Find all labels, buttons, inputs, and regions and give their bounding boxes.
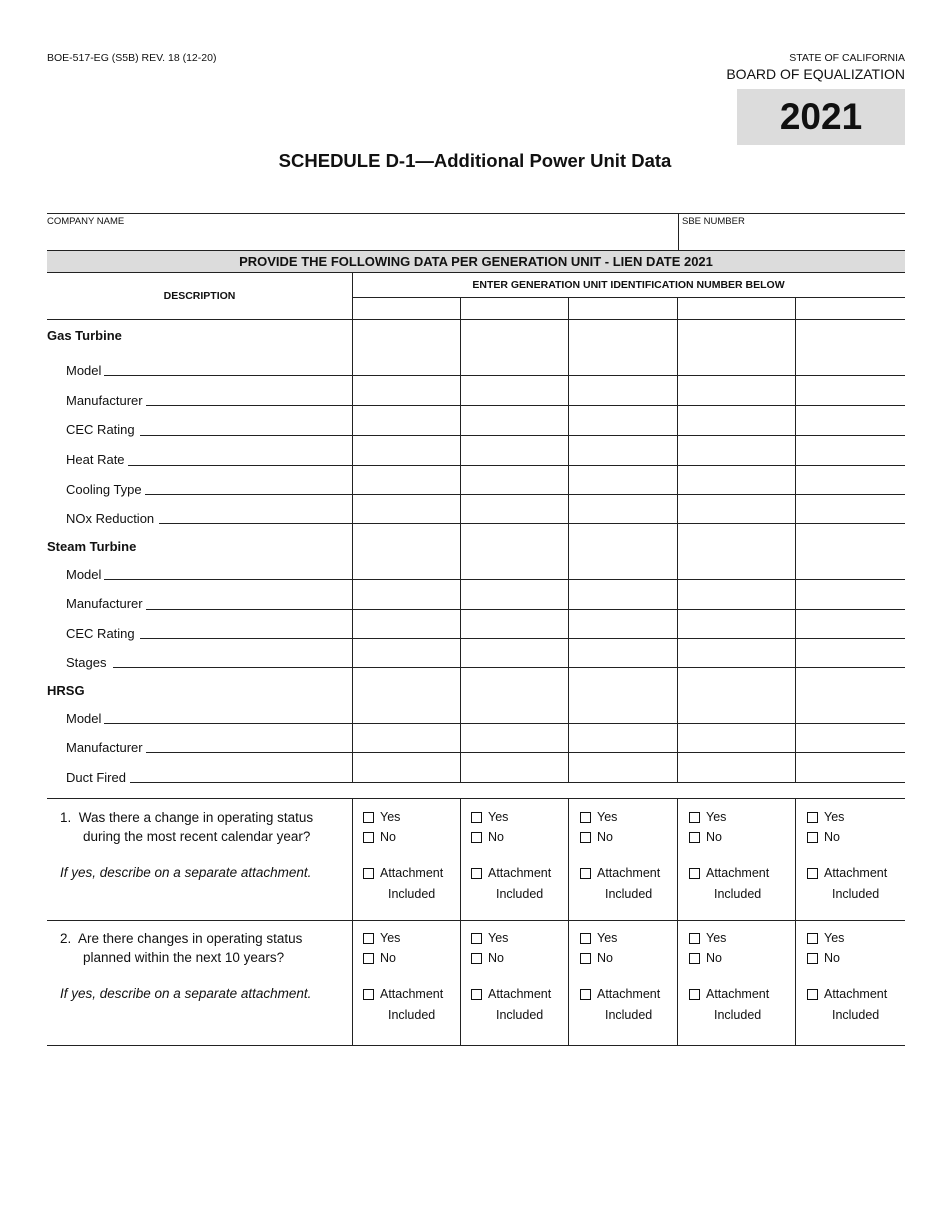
enter-unit-header: ENTER GENERATION UNIT IDENTIFICATION NUMBER BELOW xyxy=(472,279,785,291)
description-header: DESCRIPTION xyxy=(163,290,236,302)
st-manufacturer-line xyxy=(146,609,905,610)
gt-nox-label: NOx Reduction xyxy=(66,511,155,526)
attachment-label: Attachment xyxy=(824,987,888,1001)
q2-unit4-no-checkbox-label: No xyxy=(706,951,722,965)
state-label: STATE OF CALIFORNIA xyxy=(789,52,905,64)
checkbox-icon[interactable] xyxy=(807,832,818,843)
checkbox-icon[interactable] xyxy=(471,989,482,1000)
q1-unit1-no-checkbox-label: No xyxy=(380,830,396,844)
q1-unit1-no-checkbox[interactable] xyxy=(363,830,396,845)
q-col-line-5 xyxy=(795,798,796,1045)
q2-unit2-attachment-checkbox[interactable] xyxy=(471,987,551,1026)
company-top-rule xyxy=(47,213,905,214)
company-name-field[interactable] xyxy=(47,226,675,248)
hrsg-heading: HRSG xyxy=(47,683,85,698)
attachment-label: Attachment xyxy=(824,866,888,880)
gt-manufacturer-line xyxy=(146,405,905,406)
checkbox-icon[interactable] xyxy=(363,933,374,944)
q1-unit2-yes-checkbox-label: Yes xyxy=(488,810,509,824)
gas-turbine-heading: Gas Turbine xyxy=(47,328,122,343)
q1-unit3-yes-checkbox-label: Yes xyxy=(597,810,618,824)
included-label: Included xyxy=(831,887,880,901)
hrsg-duct-label: Duct Fired xyxy=(66,770,126,785)
attachment-label: Attachment xyxy=(706,987,770,1001)
gt-cooling-line xyxy=(145,494,905,495)
q2-unit5-yes-checkbox-label: Yes xyxy=(824,931,845,945)
checkbox-icon[interactable] xyxy=(807,989,818,1000)
q1-unit1-yes-checkbox-label: Yes xyxy=(380,810,401,824)
header-rule xyxy=(352,297,905,298)
q2-unit5-no-checkbox-label: No xyxy=(824,951,840,965)
question-2-number: 2. xyxy=(60,931,72,946)
checkbox-icon[interactable] xyxy=(471,832,482,843)
q1-unit3-no-checkbox-label: No xyxy=(597,830,613,844)
q2-unit1-yes-checkbox[interactable] xyxy=(363,931,400,946)
q1-unit1-attachment-checkbox[interactable] xyxy=(363,866,443,905)
year-box xyxy=(737,89,905,145)
gt-cec-line xyxy=(140,435,905,436)
attachment-label: Attachment xyxy=(597,987,661,1001)
q1-unit5-yes-checkbox[interactable] xyxy=(807,810,844,825)
q1-unit4-no-checkbox[interactable] xyxy=(689,830,722,845)
q1-unit4-yes-checkbox[interactable] xyxy=(689,810,726,825)
hrsg-manufacturer-label: Manufacturer xyxy=(66,740,143,755)
attachment-label: Attachment xyxy=(380,866,444,880)
q1-unit2-yes-checkbox[interactable] xyxy=(471,810,508,825)
checkbox-icon[interactable] xyxy=(689,868,700,879)
checkbox-icon[interactable] xyxy=(471,812,482,823)
q2-unit1-no-checkbox[interactable] xyxy=(363,951,396,966)
section-band: PROVIDE THE FOLLOWING DATA PER GENERATION UNIT - LIEN DATE 2021 xyxy=(47,250,905,273)
checkbox-icon[interactable] xyxy=(580,953,591,964)
hrsg-model-line xyxy=(104,723,905,724)
checkbox-icon[interactable] xyxy=(580,812,591,823)
included-label: Included xyxy=(604,887,653,901)
q2-unit2-no-checkbox[interactable] xyxy=(471,951,504,966)
q2-unit4-attachment-checkbox[interactable] xyxy=(689,987,769,1026)
page-title: SCHEDULE D-1—Additional Power Unit Data xyxy=(278,150,672,171)
st-manufacturer-label: Manufacturer xyxy=(66,596,143,611)
checkbox-icon[interactable] xyxy=(807,953,818,964)
gt-model-line xyxy=(104,375,905,376)
attachment-label: Attachment xyxy=(488,866,552,880)
included-label: Included xyxy=(387,1008,436,1022)
col-line-1 xyxy=(352,273,353,782)
gt-cec-label: CEC Rating xyxy=(66,422,135,437)
question-2-line1: Are there changes in operating status xyxy=(78,931,303,946)
checkbox-icon[interactable] xyxy=(689,832,700,843)
checkbox-icon[interactable] xyxy=(471,953,482,964)
checkbox-icon[interactable] xyxy=(580,832,591,843)
q2-unit4-no-checkbox[interactable] xyxy=(689,951,722,966)
q1-unit1-yes-checkbox[interactable] xyxy=(363,810,400,825)
q1-unit4-yes-checkbox-label: Yes xyxy=(706,810,727,824)
q2-unit1-no-checkbox-label: No xyxy=(380,951,396,965)
checkbox-icon[interactable] xyxy=(807,933,818,944)
q1-unit3-attachment-checkbox[interactable] xyxy=(580,866,660,905)
st-stages-line xyxy=(113,667,905,668)
q2-unit3-attachment-checkbox[interactable] xyxy=(580,987,660,1026)
checkbox-icon[interactable] xyxy=(471,933,482,944)
company-name-label: COMPANY NAME xyxy=(47,216,125,227)
checkbox-icon[interactable] xyxy=(363,832,374,843)
gt-heat-label: Heat Rate xyxy=(66,452,125,467)
gt-cooling-label: Cooling Type xyxy=(66,482,142,497)
col-line-3 xyxy=(568,297,569,782)
question-2-note: If yes, describe on a separate attachment. xyxy=(60,986,312,1001)
checkbox-icon[interactable] xyxy=(471,868,482,879)
q-bottom-rule xyxy=(47,1045,905,1046)
question-1-number: 1. xyxy=(60,810,72,825)
question-1-line2: during the most recent calendar year? xyxy=(83,829,311,844)
q2-unit5-yes-checkbox[interactable] xyxy=(807,931,844,946)
gt-heat-line xyxy=(128,465,905,466)
checkbox-icon[interactable] xyxy=(363,953,374,964)
q2-unit1-yes-checkbox-label: Yes xyxy=(380,931,401,945)
q1-unit5-attachment-checkbox[interactable] xyxy=(807,866,887,905)
checkbox-icon[interactable] xyxy=(689,989,700,1000)
question-1-line1: Was there a change in operating status xyxy=(78,810,314,825)
q2-unit2-no-checkbox-label: No xyxy=(488,951,504,965)
col-line-4 xyxy=(677,297,678,782)
included-label: Included xyxy=(495,1008,544,1022)
company-divider xyxy=(678,213,679,250)
q1-unit3-no-checkbox[interactable] xyxy=(580,830,613,845)
checkbox-icon[interactable] xyxy=(807,868,818,879)
gt-model-label: Model xyxy=(66,363,102,378)
year: 2021 xyxy=(779,96,863,137)
sbe-number-label: SBE NUMBER xyxy=(682,216,745,227)
question-2-line2: planned within the next 10 years? xyxy=(83,950,285,965)
attachment-label: Attachment xyxy=(488,987,552,1001)
checkbox-icon[interactable] xyxy=(580,989,591,1000)
q2-unit1-attachment-checkbox[interactable] xyxy=(363,987,443,1026)
included-label: Included xyxy=(831,1008,880,1022)
checkbox-icon[interactable] xyxy=(689,933,700,944)
included-label: Included xyxy=(604,1008,653,1022)
q-col-line-2 xyxy=(460,798,461,1045)
q2-unit3-yes-checkbox-label: Yes xyxy=(597,931,618,945)
gt-manufacturer-label: Manufacturer xyxy=(66,393,143,408)
attachment-label: Attachment xyxy=(597,866,661,880)
q1-unit5-no-checkbox-label: No xyxy=(824,830,840,844)
q1-unit5-no-checkbox[interactable] xyxy=(807,830,840,845)
q-top-rule xyxy=(47,798,905,799)
col-line-5 xyxy=(795,297,796,782)
checkbox-icon[interactable] xyxy=(363,989,374,1000)
checkbox-icon[interactable] xyxy=(580,868,591,879)
q1-unit2-no-checkbox-label: No xyxy=(488,830,504,844)
checkbox-icon[interactable] xyxy=(689,953,700,964)
q-col-line-1 xyxy=(352,798,353,1045)
q2-unit3-no-checkbox[interactable] xyxy=(580,951,613,966)
hrsg-duct-line xyxy=(130,782,905,783)
question-1-note: If yes, describe on a separate attachment. xyxy=(60,865,312,880)
hrsg-model-label: Model xyxy=(66,711,102,726)
q2-unit4-yes-checkbox[interactable] xyxy=(689,931,726,946)
hrsg-manufacturer-line xyxy=(146,752,905,753)
q1-unit2-no-checkbox[interactable] xyxy=(471,830,504,845)
checkbox-icon[interactable] xyxy=(363,868,374,879)
q1-unit4-no-checkbox-label: No xyxy=(706,830,722,844)
checkbox-icon[interactable] xyxy=(363,812,374,823)
q1-unit4-attachment-checkbox[interactable] xyxy=(689,866,769,905)
q2-unit5-attachment-checkbox[interactable] xyxy=(807,987,887,1026)
q1-unit5-yes-checkbox-label: Yes xyxy=(824,810,845,824)
attachment-label: Attachment xyxy=(706,866,770,880)
st-model-label: Model xyxy=(66,567,102,582)
q1-unit2-attachment-checkbox[interactable] xyxy=(471,866,551,905)
attachment-label: Attachment xyxy=(380,987,444,1001)
q2-unit2-yes-checkbox[interactable] xyxy=(471,931,508,946)
question-2 xyxy=(60,929,302,948)
st-stages-label: Stages xyxy=(66,655,107,670)
included-label: Included xyxy=(713,887,762,901)
checkbox-icon[interactable] xyxy=(807,812,818,823)
st-cec-line xyxy=(140,638,905,639)
checkbox-icon[interactable] xyxy=(689,812,700,823)
st-cec-label: CEC Rating xyxy=(66,626,135,641)
q2-unit4-yes-checkbox-label: Yes xyxy=(706,931,727,945)
form-id: BOE-517-EG (S5B) REV. 18 (12-20) xyxy=(47,52,217,64)
included-label: Included xyxy=(387,887,436,901)
q-col-line-4 xyxy=(677,798,678,1045)
board-label: BOARD OF EQUALIZATION xyxy=(726,66,905,82)
q1-unit3-yes-checkbox[interactable] xyxy=(580,810,617,825)
q2-unit3-yes-checkbox[interactable] xyxy=(580,931,617,946)
checkbox-icon[interactable] xyxy=(580,933,591,944)
col-line-2 xyxy=(460,297,461,782)
q-mid-rule xyxy=(47,920,905,921)
q-col-line-3 xyxy=(568,798,569,1045)
q2-unit2-yes-checkbox-label: Yes xyxy=(488,931,509,945)
gt-nox-line xyxy=(159,523,905,524)
steam-turbine-heading: Steam Turbine xyxy=(47,539,137,554)
included-label: Included xyxy=(495,887,544,901)
st-model-line xyxy=(104,579,905,580)
sbe-number-field[interactable] xyxy=(681,226,903,248)
header-bottom-rule xyxy=(47,319,905,320)
included-label: Included xyxy=(713,1008,762,1022)
question-1 xyxy=(60,808,313,827)
q2-unit5-no-checkbox[interactable] xyxy=(807,951,840,966)
q2-unit3-no-checkbox-label: No xyxy=(597,951,613,965)
